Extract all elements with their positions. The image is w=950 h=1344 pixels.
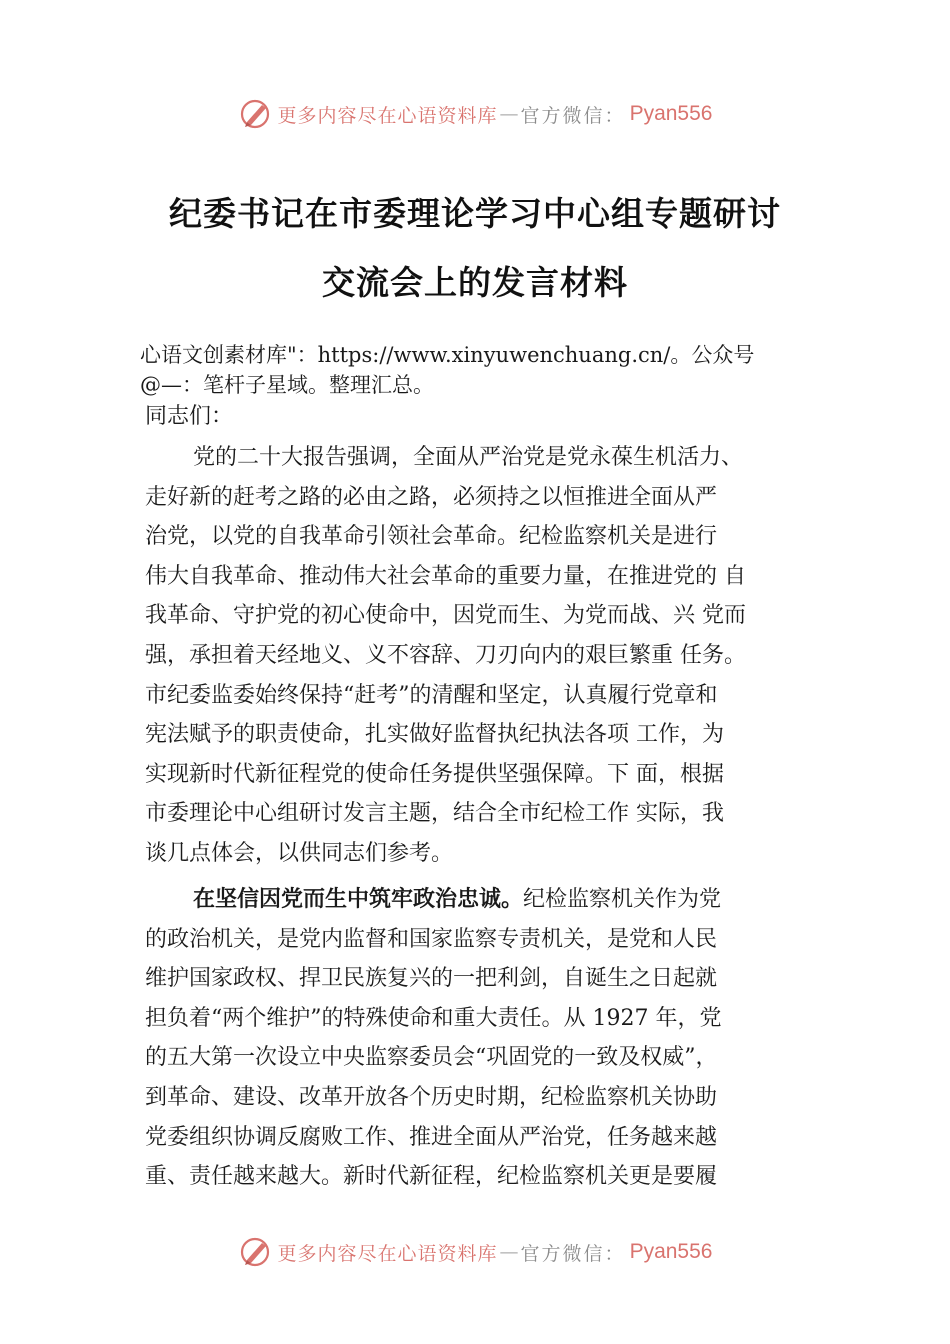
paragraph-line: 谈几点体会，以供同志们参考。 [145, 840, 454, 866]
document-title-line-2: 交流会上的发言材料 [322, 263, 628, 302]
banner-wechat-label: 官方微信： [520, 1242, 626, 1265]
footer-watermark-banner [0, 1232, 950, 1272]
paragraph-first-line [145, 880, 815, 920]
paragraph-line: 党的二十大报告强调，全面从严治党是党永葆生机活力、 [193, 445, 744, 470]
pen-logo-icon [238, 96, 274, 132]
paragraph-line: 走好新的赶考之路的必由之路，必须持之以恒推进全面从严 [145, 484, 718, 510]
paragraph-line: 的政治机关，是党内监督和国家监察专责机关，是党和人民 [145, 926, 718, 952]
paragraph-line-rest: 纪检监察机关作为党 [523, 887, 722, 912]
paragraph-line: 伟大自我革命、推动伟大社会革命的重要力量，在推进党的 自 [145, 563, 746, 589]
banner-main-text: 更多内容尽在心语资料库 [277, 104, 498, 127]
paragraph-line: 重、责任越来越大。新时代新征程，纪检监察机关更是要履 [145, 1164, 718, 1190]
banner-separator: — [499, 103, 519, 125]
paragraph-1 [145, 438, 815, 874]
source-note-line-2: @—：笔杆子星域。整理汇总。 [140, 373, 434, 397]
banner-wechat-id: Pyan556 [629, 102, 713, 125]
paragraph-line: 担负着“两个维护”的特殊使命和重大责任。从 1927 年，党 [145, 1005, 722, 1031]
paragraph-line: 到革命、建设、改革开放各个历史时期，纪检监察机关协助 [145, 1084, 718, 1110]
paragraph-line: 市委理论中心组研讨发言主题，结合全市纪检工作 实际，我 [145, 801, 724, 827]
paragraph-line: 宪法赋予的职责使命，扎实做好监督执纪执法各项 工作，为 [145, 722, 724, 748]
paragraph-line: 的五大第一次设立中央监察委员会“巩固党的一致及权威”， [145, 1045, 718, 1071]
source-note-line-1: 心语文创素材库"：https://www.xinyuwenchuang.cn/。公众号 [140, 343, 755, 367]
source-note [140, 340, 840, 400]
paragraph-line: 党委组织协调反腐败工作、推进全面从严治党，任务越来越 [145, 1124, 718, 1150]
document-title-line-1: 纪委书记在市委理论学习中心组专题研讨 [169, 194, 781, 233]
banner-main-text: 更多内容尽在心语资料库 [277, 1242, 498, 1265]
paragraph-line: 治党，以党的自我革命引领社会革命。纪检监察机关是进行 [145, 524, 718, 550]
section-lead-heading: 在坚信因党而生中筑牢政治忠诚。 [193, 887, 524, 912]
paragraph-line: 市纪委监委始终保持“赶考”的清醒和坚定，认真履行党章和 [145, 682, 718, 708]
pen-logo-icon [238, 1234, 274, 1270]
paragraph-line: 实现新时代新征程党的使命任务提供坚强保障。下 面，根据 [145, 761, 724, 787]
greeting: 同志们： [145, 404, 234, 429]
banner-wechat-id: Pyan556 [629, 1240, 713, 1263]
banner-separator: — [499, 1241, 519, 1263]
paragraph-line: 维护国家政权、捍卫民族复兴的一把利剑，自诞生之日起就 [145, 966, 718, 992]
header-watermark-banner [0, 94, 950, 134]
paragraph-2 [145, 880, 815, 1197]
paragraph-line: 我革命、守护党的初心使命中，因党而生、为党而战、兴 党而 [145, 603, 746, 629]
paragraph-line: 强，承担着天经地义、义不容辞、刀刃向内的艰巨繁重 任务。 [145, 642, 746, 668]
banner-wechat-label: 官方微信： [520, 104, 626, 127]
